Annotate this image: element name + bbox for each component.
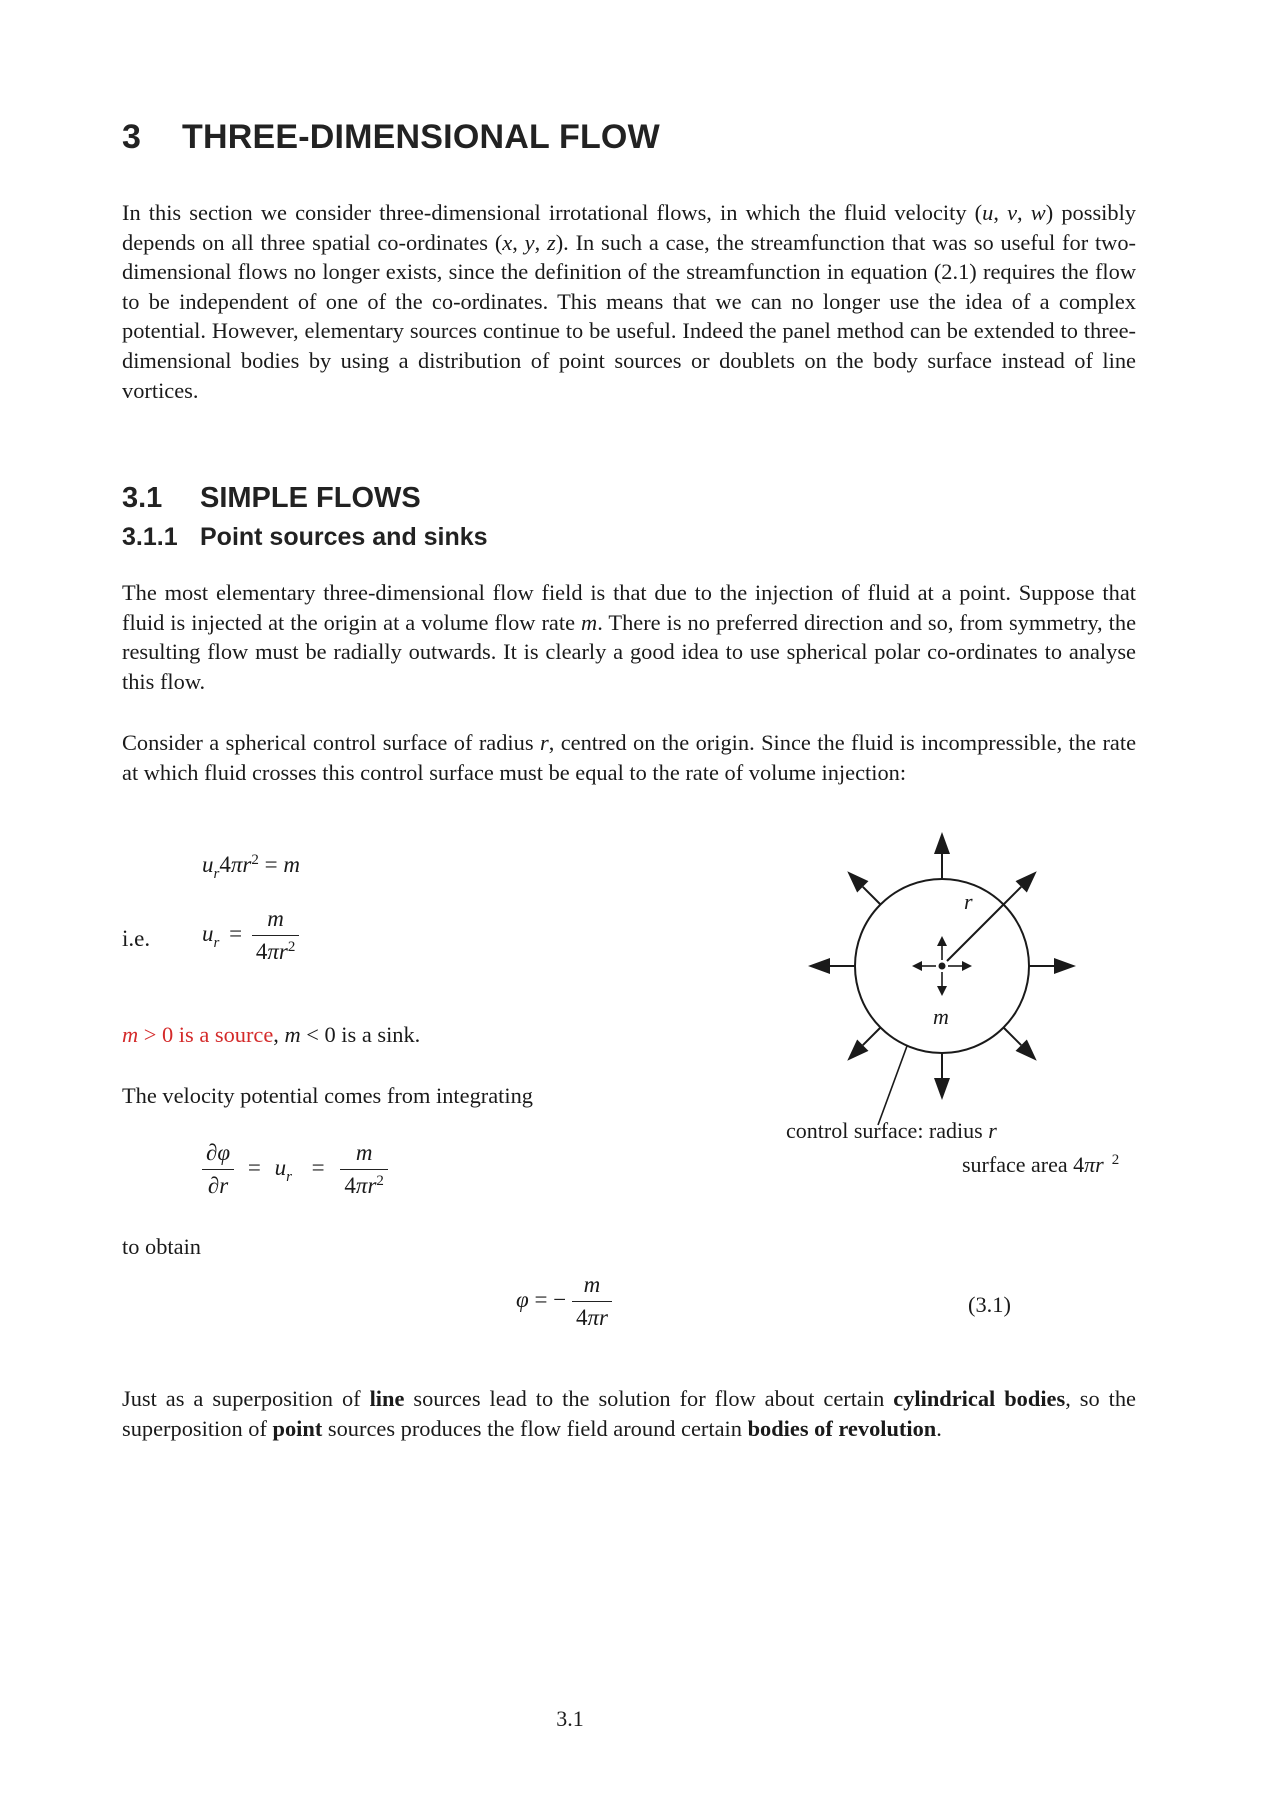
eq3-u: u	[274, 1154, 287, 1180]
eq2-u: u	[202, 920, 214, 946]
point-source-paragraph	[122, 578, 1136, 696]
subsection-number: 3.1.1	[122, 523, 178, 551]
eq3-fraction	[340, 1140, 387, 1199]
caption-area-power: 2	[1111, 1152, 1120, 1168]
intro-comma-1: ,	[993, 200, 1008, 225]
para1-text-b: . There is no preferred direction and so, from symmetry, the resulting flow must be radially outwards. It is clearly a good idea to use spherical polar co-ordinates to analyse this flow.	[122, 609, 1137, 694]
eq3-den-four: 4	[344, 1173, 356, 1198]
eq2-denominator	[252, 936, 299, 965]
note-m-source: m	[122, 1022, 139, 1047]
intro-var-y: y	[524, 229, 535, 255]
eq1-four: 4	[219, 852, 231, 877]
caption-radius-var: r	[988, 1118, 997, 1143]
eq3-denominator: ∂r	[207, 1173, 229, 1198]
para4-bold-line: line	[369, 1386, 405, 1411]
eq3-den-power: 2	[376, 1173, 384, 1189]
para1-text-a: The most elementary three-dimensional flow field is that due to the injection of fluid at a point. Suppose that fluid is injected at the origin at a volume flow rate	[122, 580, 1136, 635]
point-source-figure	[800, 820, 1100, 1140]
control-surface-paragraph	[122, 728, 1136, 787]
para4-text-f: .	[936, 1415, 942, 1441]
eq3-den-pi: π	[355, 1173, 368, 1198]
intro-var-u: u	[982, 200, 994, 225]
eq3-rhs-numerator: m	[340, 1140, 387, 1170]
intro-text-2: ) possibly depends on all three spatial co-ordinates (	[122, 200, 1136, 255]
eq1-pi: π	[230, 852, 243, 877]
eq4-equals-minus: = −	[528, 1286, 567, 1312]
intro-comma-3: ,	[512, 229, 525, 255]
to-obtain-text: to obtain	[122, 1234, 201, 1259]
intro-comma-4: ,	[534, 229, 547, 255]
eq2-numerator: m	[252, 906, 299, 936]
chapter-number: 3	[122, 118, 142, 156]
intro-var-w: w	[1030, 200, 1046, 225]
chapter-title: THREE-DIMENSIONAL FLOW	[182, 118, 660, 156]
para2-var-r: r	[539, 730, 549, 755]
equation-velocity-potential	[516, 1272, 612, 1331]
eq2-den-four: 4	[255, 939, 268, 964]
equation-radial-velocity-label	[122, 926, 150, 952]
para2-text-a: Consider a spherical control surface of radius	[122, 730, 540, 755]
note-m-sink: m	[284, 1022, 301, 1047]
equation-potential-derivative	[202, 1140, 388, 1199]
eq1-sub-r: r	[213, 866, 220, 882]
para4-bold-bodies: bodies of revolution	[747, 1415, 937, 1441]
chapter-heading	[122, 118, 660, 157]
eq4-den-r: r	[598, 1305, 608, 1330]
radius-label: r	[964, 889, 973, 914]
integrating-text: The velocity potential comes from integrating	[122, 1083, 533, 1108]
note-sink-text: < 0 is a sink.	[300, 1022, 421, 1047]
page-number: 3.1	[556, 1706, 584, 1731]
eq3-rhs-denominator	[340, 1170, 387, 1199]
caption-area-pi: π	[1084, 1152, 1096, 1177]
eq3-equals-1: =	[247, 1154, 261, 1180]
note-source-text: > 0 is a source	[138, 1022, 274, 1047]
eq1-m: m	[283, 852, 300, 877]
eq2-sub-r: r	[213, 934, 220, 951]
equation-flux	[202, 852, 300, 883]
caption-radius-text: control surface: radius	[786, 1118, 989, 1143]
eq4-den-pi: π	[587, 1305, 599, 1330]
eq1-u: u	[202, 852, 214, 877]
figure-caption-area	[962, 1152, 1119, 1178]
para4-text-d: , so the superposition of	[122, 1386, 1136, 1441]
section-title: SIMPLE FLOWS	[200, 482, 421, 514]
eq2-ie-label: i.e.	[122, 926, 151, 951]
caption-area-text: surface area 4	[962, 1152, 1085, 1177]
eq2-den-r: r	[278, 939, 288, 964]
eq1-power: 2	[251, 852, 259, 868]
intro-var-v: v	[1007, 200, 1018, 225]
subsection-title: Point sources and sinks	[200, 523, 488, 551]
eq2-fraction	[252, 906, 299, 965]
intro-comma-2: ,	[1017, 200, 1023, 225]
equation-radial-velocity	[202, 906, 299, 965]
eq3-sub-r: r	[286, 1168, 292, 1185]
source-sink-note	[122, 1022, 420, 1048]
radius-line	[947, 905, 1003, 961]
eq4-numerator: m	[572, 1272, 612, 1302]
eq3-den-r: r	[367, 1173, 377, 1198]
caption-area-r: r	[1095, 1152, 1104, 1177]
eq4-den-four: 4	[575, 1305, 588, 1330]
eq2-equals: =	[229, 920, 243, 946]
eq4-denominator	[572, 1302, 612, 1331]
figure-caption-radius	[786, 1118, 997, 1144]
eq1-r: r	[242, 852, 252, 877]
eq3-equals-2: =	[311, 1154, 325, 1180]
note-comma: ,	[273, 1022, 285, 1047]
section-number: 3.1	[122, 482, 163, 514]
para1-var-m: m	[581, 609, 598, 635]
intro-paragraph	[122, 198, 1136, 405]
source-label: m	[933, 1004, 949, 1029]
equation-number: (3.1)	[968, 1292, 1011, 1317]
section-heading	[122, 482, 421, 515]
caption-leader-line	[878, 1046, 907, 1125]
eq2-den-power: 2	[287, 939, 296, 955]
eq3-numerator: ∂φ	[202, 1140, 234, 1170]
eq1-equals: =	[258, 852, 284, 877]
para4-text-a: Just as a superposition of	[122, 1386, 370, 1411]
subsection-heading	[122, 523, 488, 552]
para2-text-b: , centred on the origin. Since the fluid is incompressible, the rate at which fluid crosses this control surface must be equal to the rate of volume injection:	[122, 730, 1137, 785]
para4-bold-point: point	[272, 1415, 323, 1441]
eq4-phi: φ	[516, 1286, 529, 1312]
eq4-fraction	[572, 1272, 612, 1331]
intro-var-x: x	[502, 229, 513, 255]
intro-text-1: In this section we consider three-dimensional irrotational flows, in which the fluid velocity (	[122, 200, 983, 225]
intro-text-3: ). In such a case, the streamfunction that was so useful for two-dimensional flows no longer exists, since the definition of the streamfunction in equation (2.1) requires the flow to be independent of one of the co-ordinates. This means that we can no longer use the idea of a complex potential. However, elementary sources continue to be useful. Indeed the panel method can be extended to three-dimensional bodies by using a distribution of point sources or doublets on the body surface instead of line vortices.	[122, 229, 1136, 403]
superposition-paragraph	[122, 1384, 1136, 1443]
eq3-derivative	[202, 1140, 234, 1199]
para4-text-c: sources lead to the solution for flow about certain	[404, 1386, 894, 1411]
para4-bold-cylindrical: cylindrical bodies	[893, 1386, 1066, 1411]
eq2-den-pi: π	[267, 939, 279, 964]
intro-var-z: z	[547, 229, 556, 255]
para4-text-e: sources produces the flow field around certain	[322, 1415, 748, 1441]
